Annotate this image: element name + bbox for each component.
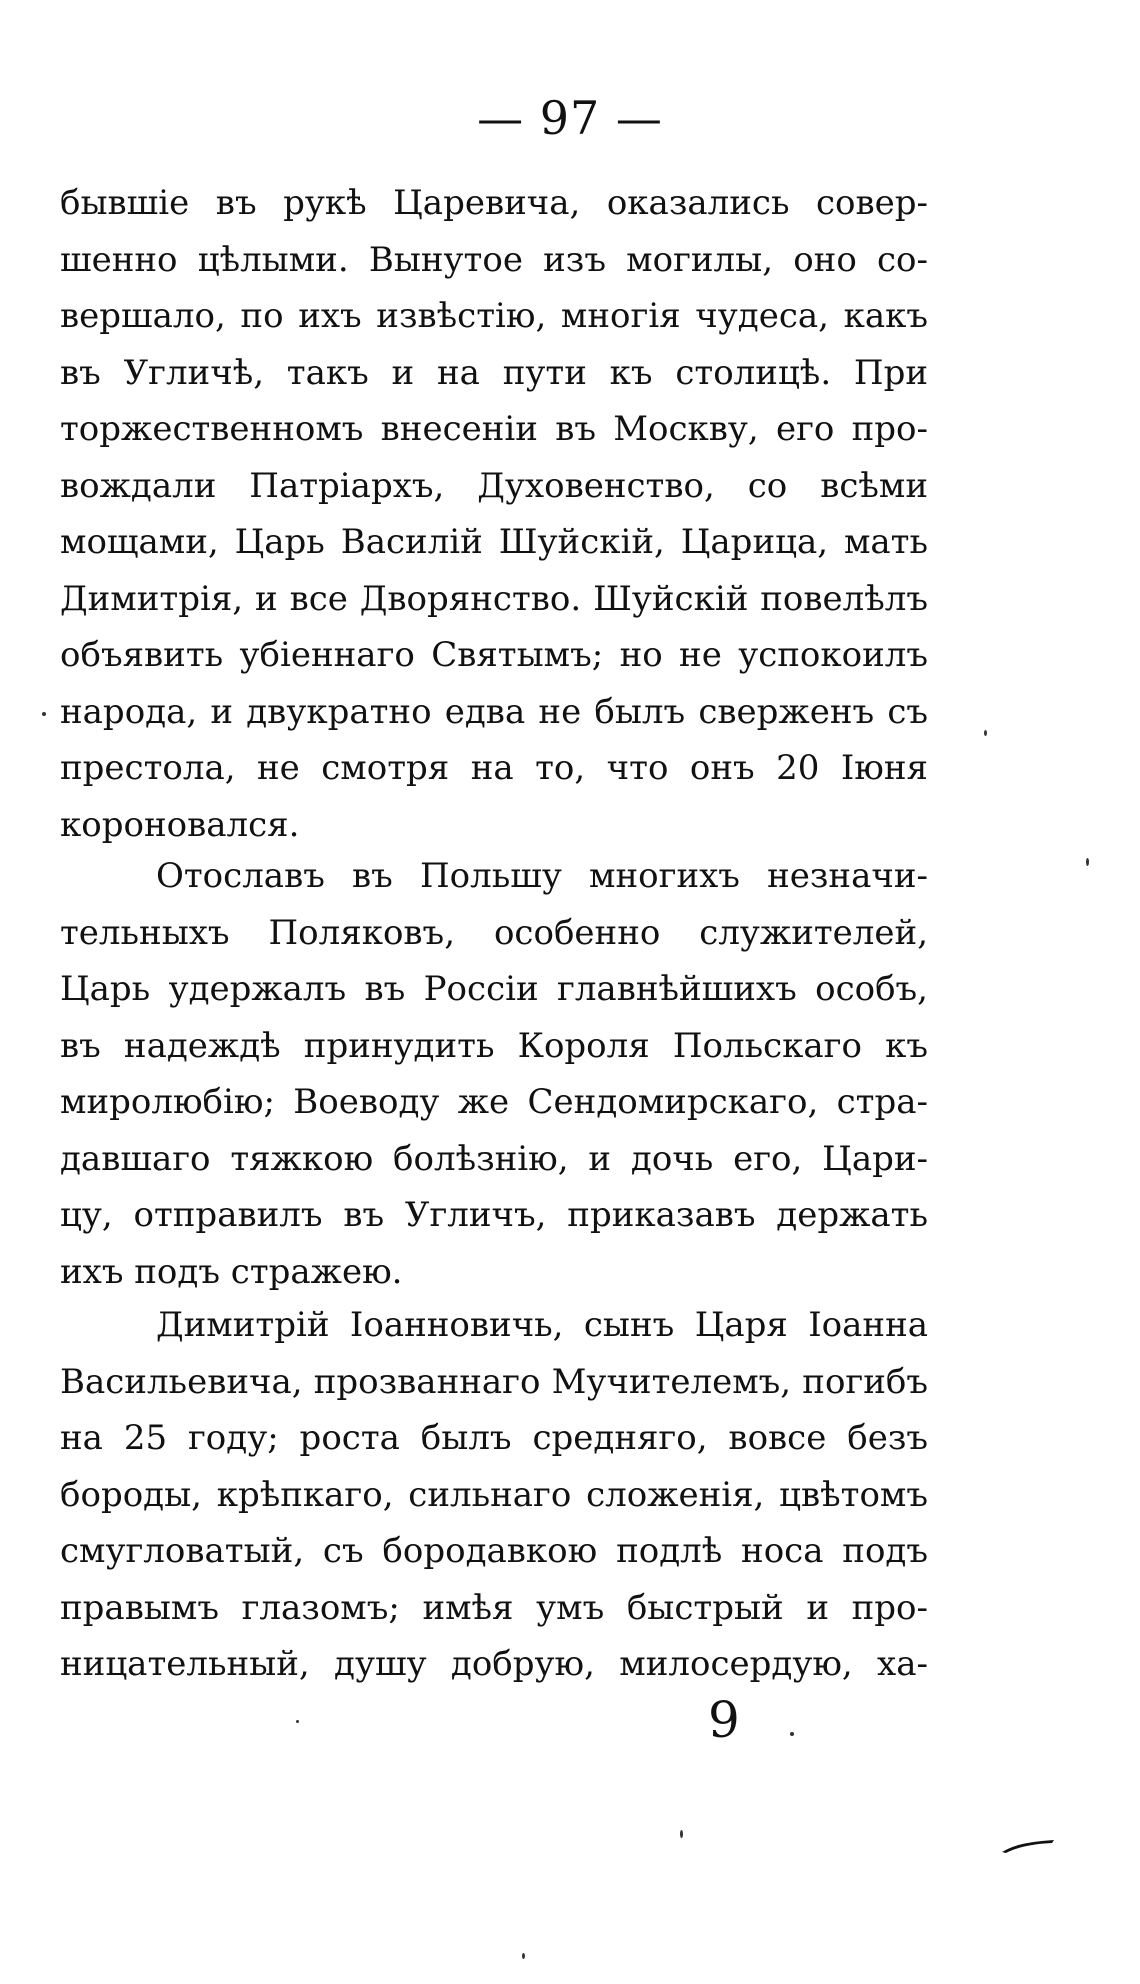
- ink-speck: [984, 730, 987, 736]
- text-line: въ надеждѣ принудить Короля Польскаго къ: [60, 1025, 928, 1066]
- ink-stroke-mark: [1000, 1836, 1056, 1854]
- text-line: цу, отправилъ въ Угличъ, приказавъ держать: [60, 1195, 928, 1235]
- text-line: шенно цѣлыми. Вынутое изъ могилы, оно со-: [60, 239, 928, 280]
- page-number: — 97 —: [477, 91, 663, 145]
- ink-speck: [790, 1732, 794, 1736]
- text-line: Отославъ въ Польшу многихъ незначи-: [156, 856, 928, 896]
- text-line: Димитрія, и все Дворянство. Шуйскій повелѣлъ: [60, 578, 928, 619]
- ink-speck: [296, 1720, 299, 1723]
- text-line: правымъ глазомъ; имѣя умъ быстрый и про-: [60, 1587, 928, 1628]
- text-line: въ Угличѣ, такъ и на пути къ столицѣ. При: [60, 352, 928, 393]
- text-line: бороды, крѣпкаго, сильнаго сложенія, цвѣтомъ: [60, 1474, 928, 1515]
- ink-speck: [522, 1953, 525, 1959]
- signature-mark: 9: [708, 1691, 740, 1749]
- ink-speck: [1086, 858, 1089, 866]
- text-line: ницательный, душу добрую, милосердую, ха-: [60, 1644, 928, 1684]
- text-line: Димитрій Іоанновичь, сынъ Царя Іоанна: [156, 1305, 928, 1345]
- text-line: Васильевича, прозваннаго Мучителемъ, погибъ: [60, 1361, 928, 1402]
- paragraph-1: [60, 175, 928, 853]
- text-line: престола, не смотря на то, что онъ 20 Іюня: [60, 748, 928, 788]
- text-line: короновался.: [60, 804, 300, 845]
- text-line: давшаго тяжкою болѣзнію, и дочь его, Цари-: [60, 1138, 928, 1179]
- text-line: народа, и двукратно едва не былъ сверженъ съ: [60, 691, 928, 732]
- text-line: на 25 году; роста былъ средняго, вовсе безъ: [60, 1418, 928, 1458]
- text-line: объявить убіеннаго Святымъ; но не успокоилъ: [60, 635, 928, 675]
- text-line: вершало, по ихъ извѣстію, многія чудеса, какъ: [60, 296, 928, 336]
- text-line: вождали Патріархъ, Духовенство, со всѣми: [60, 465, 928, 506]
- text-line: ихъ подъ стражею.: [60, 1251, 403, 1292]
- text-line: Царь удержалъ въ Россіи главнѣйшихъ особъ,: [60, 969, 928, 1009]
- text-line: тельныхъ Поляковъ, особенно служителей,: [60, 912, 928, 953]
- ink-speck: [680, 1830, 683, 1838]
- text-line: бывшіе въ рукѣ Царевича, оказались совер-: [60, 183, 928, 223]
- text-line: смугловатый, съ бородавкою подлѣ носа подъ: [60, 1531, 928, 1571]
- text-line: мощами, Царь Василій Шуйскій, Царица, мать: [60, 522, 928, 562]
- paragraph-2: [60, 848, 928, 1300]
- ink-speck: [42, 712, 46, 716]
- text-line: миролюбію; Воеводу же Сендомирскаго, стра-: [60, 1082, 928, 1122]
- text-line: торжественномъ внесеніи въ Москву, его про-: [60, 409, 928, 449]
- paragraph-3: [60, 1297, 928, 1693]
